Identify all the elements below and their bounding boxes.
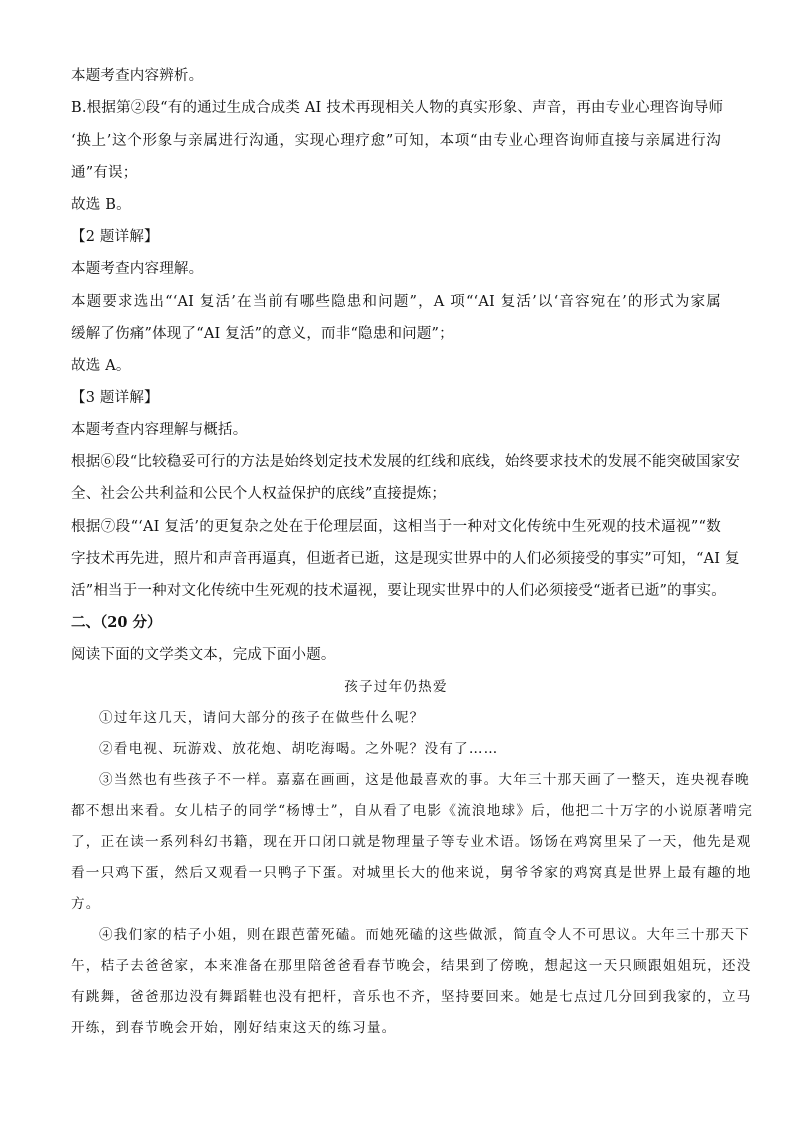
story-para-3-line-4: 看一只鸡下蛋，然后又观看一只鸭子下蛋。对城里长大的他来说，舅爷爷家的鸡窝真是世界上最有趣的地 [71, 865, 752, 881]
q2-answer: 故选 A。 [71, 358, 131, 374]
q1-b-line-1: B.根据第②段“有的通过生成合成类 AI 技术再现相关人物的真实形象、声音，再由专业心理咨询导师 [71, 100, 724, 116]
story-para-1: ①过年这几天，请问大部分的孩子在做些什么呢？ [99, 710, 425, 726]
q1-b-line-2: ‘换上’这个形象与亲属进行沟通，实现心理疗愈”可知，本项“由专业心理咨询师直接与亲属进行沟 [71, 133, 721, 149]
story-para-4-line-1: ④我们家的桔子小姐，则在跟芭蕾死磕。而她死磕的这些做派，简直令人不可思议。大年三十那天下 [99, 927, 750, 943]
q3-heading: 【3 题详解】 [71, 390, 159, 406]
story-para-3-line-5: 方。 [71, 896, 101, 912]
story-para-2: ②看电视、玩游戏、放花炮、胡吃海喝。之外呢？没有了…… [99, 741, 499, 757]
section2-heading: 二、（20 分） [71, 614, 162, 631]
q3-type-line: 本题考查内容理解与概括。 [71, 422, 248, 438]
q3-body2-line-3: 活”相当于一种对文化传统中生死观的技术逼视，要让现实世界中的人们必须接受“逝者已逝”的事实。 [71, 583, 726, 599]
story-para-3-line-3: 了，正在读一系列科幻书籍，现在开口闭口就是物理量子等专业术语。饧饧在鸡窝里呆了一天，他先是观 [71, 834, 752, 850]
story-para-3-line-2: 都不想出来看。女儿桔子的同学“杨博士”，自从看了电影《流浪地球》后，他把二十万字的小说原著啃完 [71, 803, 754, 819]
story-title: 孩子过年仍热爱 [344, 679, 448, 695]
q3-body2-line-2: 字技术再先进，照片和声音再逼真，但逝者已逝，这是现实世界中的人们必须接受的事实”可知，“AI 复 [71, 551, 740, 567]
q1-b-line-3: 通”有误； [71, 165, 138, 181]
story-para-4-line-3: 有跳舞，爸爸那边没有舞蹈鞋也没有把杆，音乐也不齐，坚持要回来。她是七点过几分回到我家的，立马 [71, 989, 752, 1005]
q1-answer: 故选 B。 [71, 197, 131, 213]
section2-instruction: 阅读下面的文学类文本，完成下面小题。 [71, 647, 336, 663]
story-para-3-line-1: ③当然也有些孩子不一样。嘉嘉在画画，这是他最喜欢的事。大年三十那天画了一整天，连央视春晚 [99, 772, 750, 788]
q2-heading: 【2 题详解】 [71, 229, 159, 245]
story-para-4-line-2: 午，桔子去爸爸家，本来准备在那里陪爸爸看春节晚会，结果到了傍晚，想起这一天只顾跟姐姐玩，还没 [71, 958, 752, 974]
story-para-4-line-4: 开练，到春节晚会开始，刚好结束这天的练习量。 [71, 1020, 397, 1036]
q2-body-line-1: 本题要求选出“‘AI 复活’在当前有哪些隐患和问题”，A 项“‘AI 复活’以‘音容宛在’的形式为家属 [71, 294, 721, 310]
q3-body2-line-1: 根据⑦段“‘AI 复活’的更复杂之处在于伦理层面，这相当于一种对文化传统中生死观的技术逼视”“数 [71, 519, 721, 535]
q3-body1-line-2: 全、社会公共利益和公民个人权益保护的底线”直接提炼； [71, 486, 447, 502]
q2-type-line: 本题考查内容理解。 [71, 261, 204, 277]
q2-body-line-2: 缓解了伤痛”体现了“AI 复活”的意义，而非“隐患和问题”； [71, 326, 454, 342]
q1-type-line: 本题考查内容辨析。 [71, 68, 204, 84]
q3-body1-line-1: 根据⑥段“比较稳妥可行的方法是始终划定技术发展的红线和底线，始终要求技术的发展不能突破国家安 [71, 454, 741, 470]
